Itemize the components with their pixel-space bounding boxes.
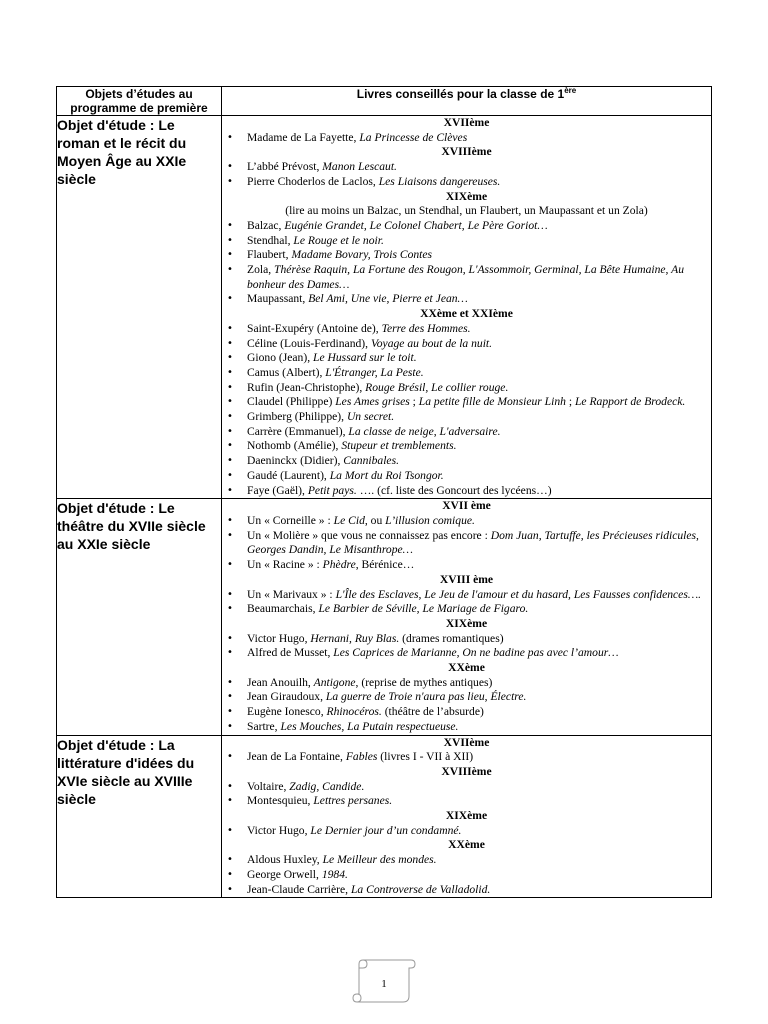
book-author: Jean de La Fontaine, bbox=[247, 750, 346, 764]
century-heading: XXème bbox=[448, 838, 485, 852]
book-author: Sartre, bbox=[247, 719, 281, 733]
book-author: Daeninckx (Didier), bbox=[247, 454, 344, 468]
book-item bbox=[222, 646, 711, 661]
book-item bbox=[222, 529, 711, 558]
book-author: Eugène Ionesco, bbox=[247, 705, 327, 719]
century-heading: XVIIIème bbox=[441, 764, 492, 778]
book-title: L’illusion comique. bbox=[385, 513, 475, 527]
book-title: Petit pays. bbox=[307, 483, 357, 497]
book-title: La guerre de Troie n'aura pas lieu bbox=[325, 690, 485, 704]
book-author: …. (cf. liste des Goncourt des lycéens…) bbox=[356, 483, 552, 497]
book-list bbox=[222, 676, 711, 735]
book-author: Grimberg (Philippe), bbox=[247, 410, 347, 424]
book-title: La classe de neige bbox=[348, 424, 434, 438]
book-author: Un « Racine » : bbox=[247, 558, 323, 572]
book-item bbox=[222, 263, 711, 292]
book-item bbox=[222, 337, 711, 352]
book-list bbox=[222, 632, 711, 661]
century-heading: XVII ème bbox=[442, 499, 491, 513]
book-item bbox=[222, 558, 711, 573]
book-title: Le Hussard sur le toit. bbox=[313, 351, 417, 365]
book-title: Le Cid bbox=[333, 513, 365, 527]
book-title: Eugénie Grandet, Le Colonel Chabert, Le Père Goriot… bbox=[284, 218, 548, 232]
book-author: , bbox=[433, 424, 440, 438]
book-item bbox=[222, 690, 711, 705]
header-livres bbox=[222, 87, 712, 116]
book-item bbox=[222, 454, 711, 469]
book-author: , bbox=[484, 690, 491, 704]
book-title: Fables bbox=[345, 750, 378, 764]
book-title: Thérèse Raquin, La Fortune des Rougon, L'Assommoir, Germinal, La Bête Humaine, Au bonheur des Dames… bbox=[247, 263, 685, 291]
book-item bbox=[222, 824, 711, 839]
book-title: Le Rouge et le noir. bbox=[293, 233, 384, 247]
book-item bbox=[222, 705, 711, 720]
book-author: Claudel (Philippe) bbox=[247, 395, 336, 409]
book-list bbox=[222, 219, 711, 307]
book-item bbox=[222, 853, 711, 868]
book-author: Montesquieu, bbox=[247, 794, 314, 808]
book-title: Électre. bbox=[490, 690, 527, 704]
objet-etude-cell: Objet d'étude : Le roman et le récit du Moyen Âge au XXIe siècle bbox=[57, 116, 222, 499]
book-item bbox=[222, 160, 711, 175]
book-author: Aldous Huxley, bbox=[247, 853, 323, 867]
book-title: La Controverse de Valladolid. bbox=[350, 882, 491, 896]
book-title: Les Ames grises bbox=[335, 395, 410, 409]
book-item bbox=[222, 425, 711, 440]
book-title: La petite fille de Monsieur Linh bbox=[418, 395, 566, 409]
book-title: Rhinocéros. bbox=[326, 705, 382, 719]
book-list bbox=[222, 780, 711, 809]
book-item bbox=[222, 175, 711, 190]
book-item bbox=[222, 469, 711, 484]
book-item bbox=[222, 292, 711, 307]
book-author: Balzac, bbox=[247, 218, 285, 232]
book-author: Camus (Albert), bbox=[247, 365, 326, 379]
book-title: Zadig, Candide. bbox=[289, 779, 365, 793]
century-heading: XVIIème bbox=[443, 735, 490, 749]
header-objets-text: Objets d’études au programme de première bbox=[70, 87, 208, 115]
book-title: La Mort du Roi Tsongor. bbox=[329, 468, 444, 482]
book-author: Jean Anouilh, bbox=[247, 675, 314, 689]
book-list bbox=[222, 131, 711, 146]
book-item bbox=[222, 720, 711, 735]
book-item bbox=[222, 868, 711, 883]
book-author: Saint-Exupéry (Antoine de), bbox=[247, 321, 382, 335]
book-list bbox=[222, 853, 711, 897]
book-list bbox=[222, 588, 711, 617]
book-title: Cannibales. bbox=[343, 454, 399, 468]
book-item bbox=[222, 219, 711, 234]
reading-list-table bbox=[56, 86, 712, 898]
book-author: Stendhal, bbox=[247, 233, 294, 247]
century-heading: XVIIème bbox=[443, 116, 490, 129]
century-heading: XVIIIème bbox=[441, 145, 492, 159]
book-title: Voyage au bout de la nuit. bbox=[370, 336, 493, 350]
book-author: Zola, bbox=[247, 263, 275, 277]
book-title: Bel Ami, Une vie, Pierre et Jean… bbox=[308, 292, 468, 306]
book-title: Rouge Brésil, Le collier rouge. bbox=[365, 380, 509, 394]
section-row bbox=[57, 116, 712, 499]
book-author: Giono (Jean), bbox=[247, 351, 314, 365]
book-item bbox=[222, 395, 711, 410]
book-title: Les Mouches, La Putain respectueuse. bbox=[280, 719, 459, 733]
book-title: L'adversaire. bbox=[439, 424, 501, 438]
century-heading: XIXème bbox=[445, 616, 488, 630]
book-item bbox=[222, 588, 711, 603]
book-author: (drames romantiques) bbox=[399, 631, 504, 645]
book-item bbox=[222, 410, 711, 425]
livres-cell bbox=[222, 116, 712, 499]
book-author: Pierre Choderlos de Laclos, bbox=[247, 174, 379, 188]
page-footer bbox=[349, 958, 419, 1004]
book-author: Gaudé (Laurent), bbox=[247, 468, 330, 482]
book-title: Le Rapport de Brodeck. bbox=[574, 395, 686, 409]
book-author: Alfred de Musset, bbox=[247, 646, 334, 660]
century-heading: XIXème bbox=[445, 809, 488, 823]
livres-cell bbox=[222, 735, 712, 898]
book-item bbox=[222, 381, 711, 396]
book-author: Madame de La Fayette, bbox=[247, 130, 360, 144]
book-author: Céline (Louis-Ferdinand), bbox=[247, 336, 371, 350]
book-author: (théâtre de l’absurde) bbox=[381, 705, 484, 719]
book-title: Stupeur et tremblements. bbox=[341, 439, 457, 453]
book-title: L'Étranger, La Peste. bbox=[325, 365, 424, 379]
book-title: Terre des Hommes. bbox=[381, 321, 471, 335]
book-author: Un « Corneille » : bbox=[247, 513, 334, 527]
book-author: Voltaire, bbox=[247, 779, 290, 793]
book-author: Beaumarchais, bbox=[247, 602, 319, 616]
book-title: La Princesse de Clèves bbox=[359, 130, 468, 144]
book-title: Dom Juan, Tartuffe, les Précieuses ridicules, Georges Dandin, Le Misanthrope… bbox=[247, 528, 699, 557]
book-author: (livres I - VII à XII) bbox=[377, 750, 474, 764]
page-number: 1 bbox=[381, 978, 387, 990]
book-author: , (reprise de mythes antiques) bbox=[355, 675, 493, 689]
book-item bbox=[222, 366, 711, 381]
book-author: Flaubert, bbox=[247, 248, 292, 262]
book-title: Les Caprices de Marianne, On ne badine pas avec l’amour… bbox=[333, 646, 619, 660]
book-author: Carrère (Emmanuel), bbox=[247, 424, 349, 438]
objet-etude-cell: Objet d'étude : La littérature d'idées du XVIe siècle au XVIIIe siècle bbox=[57, 735, 222, 898]
book-list bbox=[222, 750, 711, 765]
header-livres-superscript: ère bbox=[564, 86, 577, 95]
book-title: Lettres persanes. bbox=[313, 794, 393, 808]
book-author: Faye (Gaël), bbox=[247, 483, 308, 497]
book-title: 1984. bbox=[321, 867, 348, 881]
book-title: Le Barbier de Séville, Le Mariage de Figaro. bbox=[318, 602, 529, 616]
book-title: Les Liaisons dangereuses. bbox=[378, 174, 501, 188]
book-item bbox=[222, 632, 711, 647]
book-item bbox=[222, 514, 711, 529]
book-title: Phèdre bbox=[322, 558, 356, 572]
book-item bbox=[222, 131, 711, 146]
section-row bbox=[57, 735, 712, 898]
book-author: Victor Hugo, bbox=[247, 631, 311, 645]
century-heading: XVIII ème bbox=[439, 572, 494, 586]
book-item bbox=[222, 750, 711, 765]
book-title: Le Meilleur des mondes. bbox=[322, 853, 437, 867]
book-author: Maupassant, bbox=[247, 292, 309, 306]
book-author: Jean-Claude Carrière, bbox=[247, 882, 351, 896]
table-body bbox=[57, 116, 712, 898]
book-title: Hernani, Ruy Blas. bbox=[310, 631, 400, 645]
book-list bbox=[222, 824, 711, 839]
book-title: L'Île des Esclaves, Le Jeu de l'amour et du hasard, Les Fausses confidences…. bbox=[335, 587, 702, 601]
book-item bbox=[222, 234, 711, 249]
century-heading: XXème et XXIème bbox=[420, 307, 513, 321]
book-author: ; bbox=[409, 395, 419, 409]
livres-cell bbox=[222, 499, 712, 735]
book-author: , ou bbox=[364, 513, 386, 527]
book-author: , Bérénice… bbox=[355, 558, 415, 572]
book-author: Rufin (Jean-Christophe), bbox=[247, 380, 366, 394]
century-heading: XIXème bbox=[445, 189, 488, 203]
header-livres-text: Livres conseillés pour la classe de 1 bbox=[356, 87, 565, 101]
book-author: Un « Marivaux » : bbox=[247, 587, 336, 601]
book-author: Jean Giraudoux, bbox=[247, 690, 326, 704]
book-item bbox=[222, 780, 711, 795]
book-author: Nothomb (Amélie), bbox=[247, 439, 342, 453]
book-item bbox=[222, 322, 711, 337]
book-title: Antigone bbox=[313, 675, 356, 689]
header-objets bbox=[57, 87, 222, 116]
book-author: ; bbox=[565, 395, 575, 409]
section-row bbox=[57, 499, 712, 735]
book-title: Manon Lescaut. bbox=[322, 160, 397, 174]
book-item bbox=[222, 439, 711, 454]
book-item bbox=[222, 883, 711, 898]
book-list bbox=[222, 514, 711, 573]
book-author: Un « Molière » que vous ne connaissez pas encore : bbox=[247, 528, 491, 542]
table-header-row bbox=[57, 87, 712, 116]
book-item bbox=[222, 351, 711, 366]
book-list bbox=[222, 322, 711, 498]
book-title: Le Dernier jour d’un condamné. bbox=[310, 823, 462, 837]
book-item bbox=[222, 602, 711, 617]
book-author: L’abbé Prévost, bbox=[247, 160, 323, 174]
century-note: (lire au moins un Balzac, un Stendhal, un Flaubert, un Maupassant et un Zola) bbox=[285, 204, 648, 218]
century-heading: XXème bbox=[448, 661, 485, 675]
book-author: George Orwell, bbox=[247, 867, 322, 881]
book-item bbox=[222, 676, 711, 691]
book-list bbox=[222, 160, 711, 189]
book-item bbox=[222, 484, 711, 499]
objet-etude-cell: Objet d'étude : Le théâtre du XVIIe siècle au XXIe siècle bbox=[57, 499, 222, 735]
book-author: Victor Hugo, bbox=[247, 823, 311, 837]
book-title: Un secret. bbox=[346, 410, 395, 424]
book-item bbox=[222, 794, 711, 809]
book-item bbox=[222, 248, 711, 263]
book-title: Madame Bovary, Trois Contes bbox=[291, 248, 433, 262]
